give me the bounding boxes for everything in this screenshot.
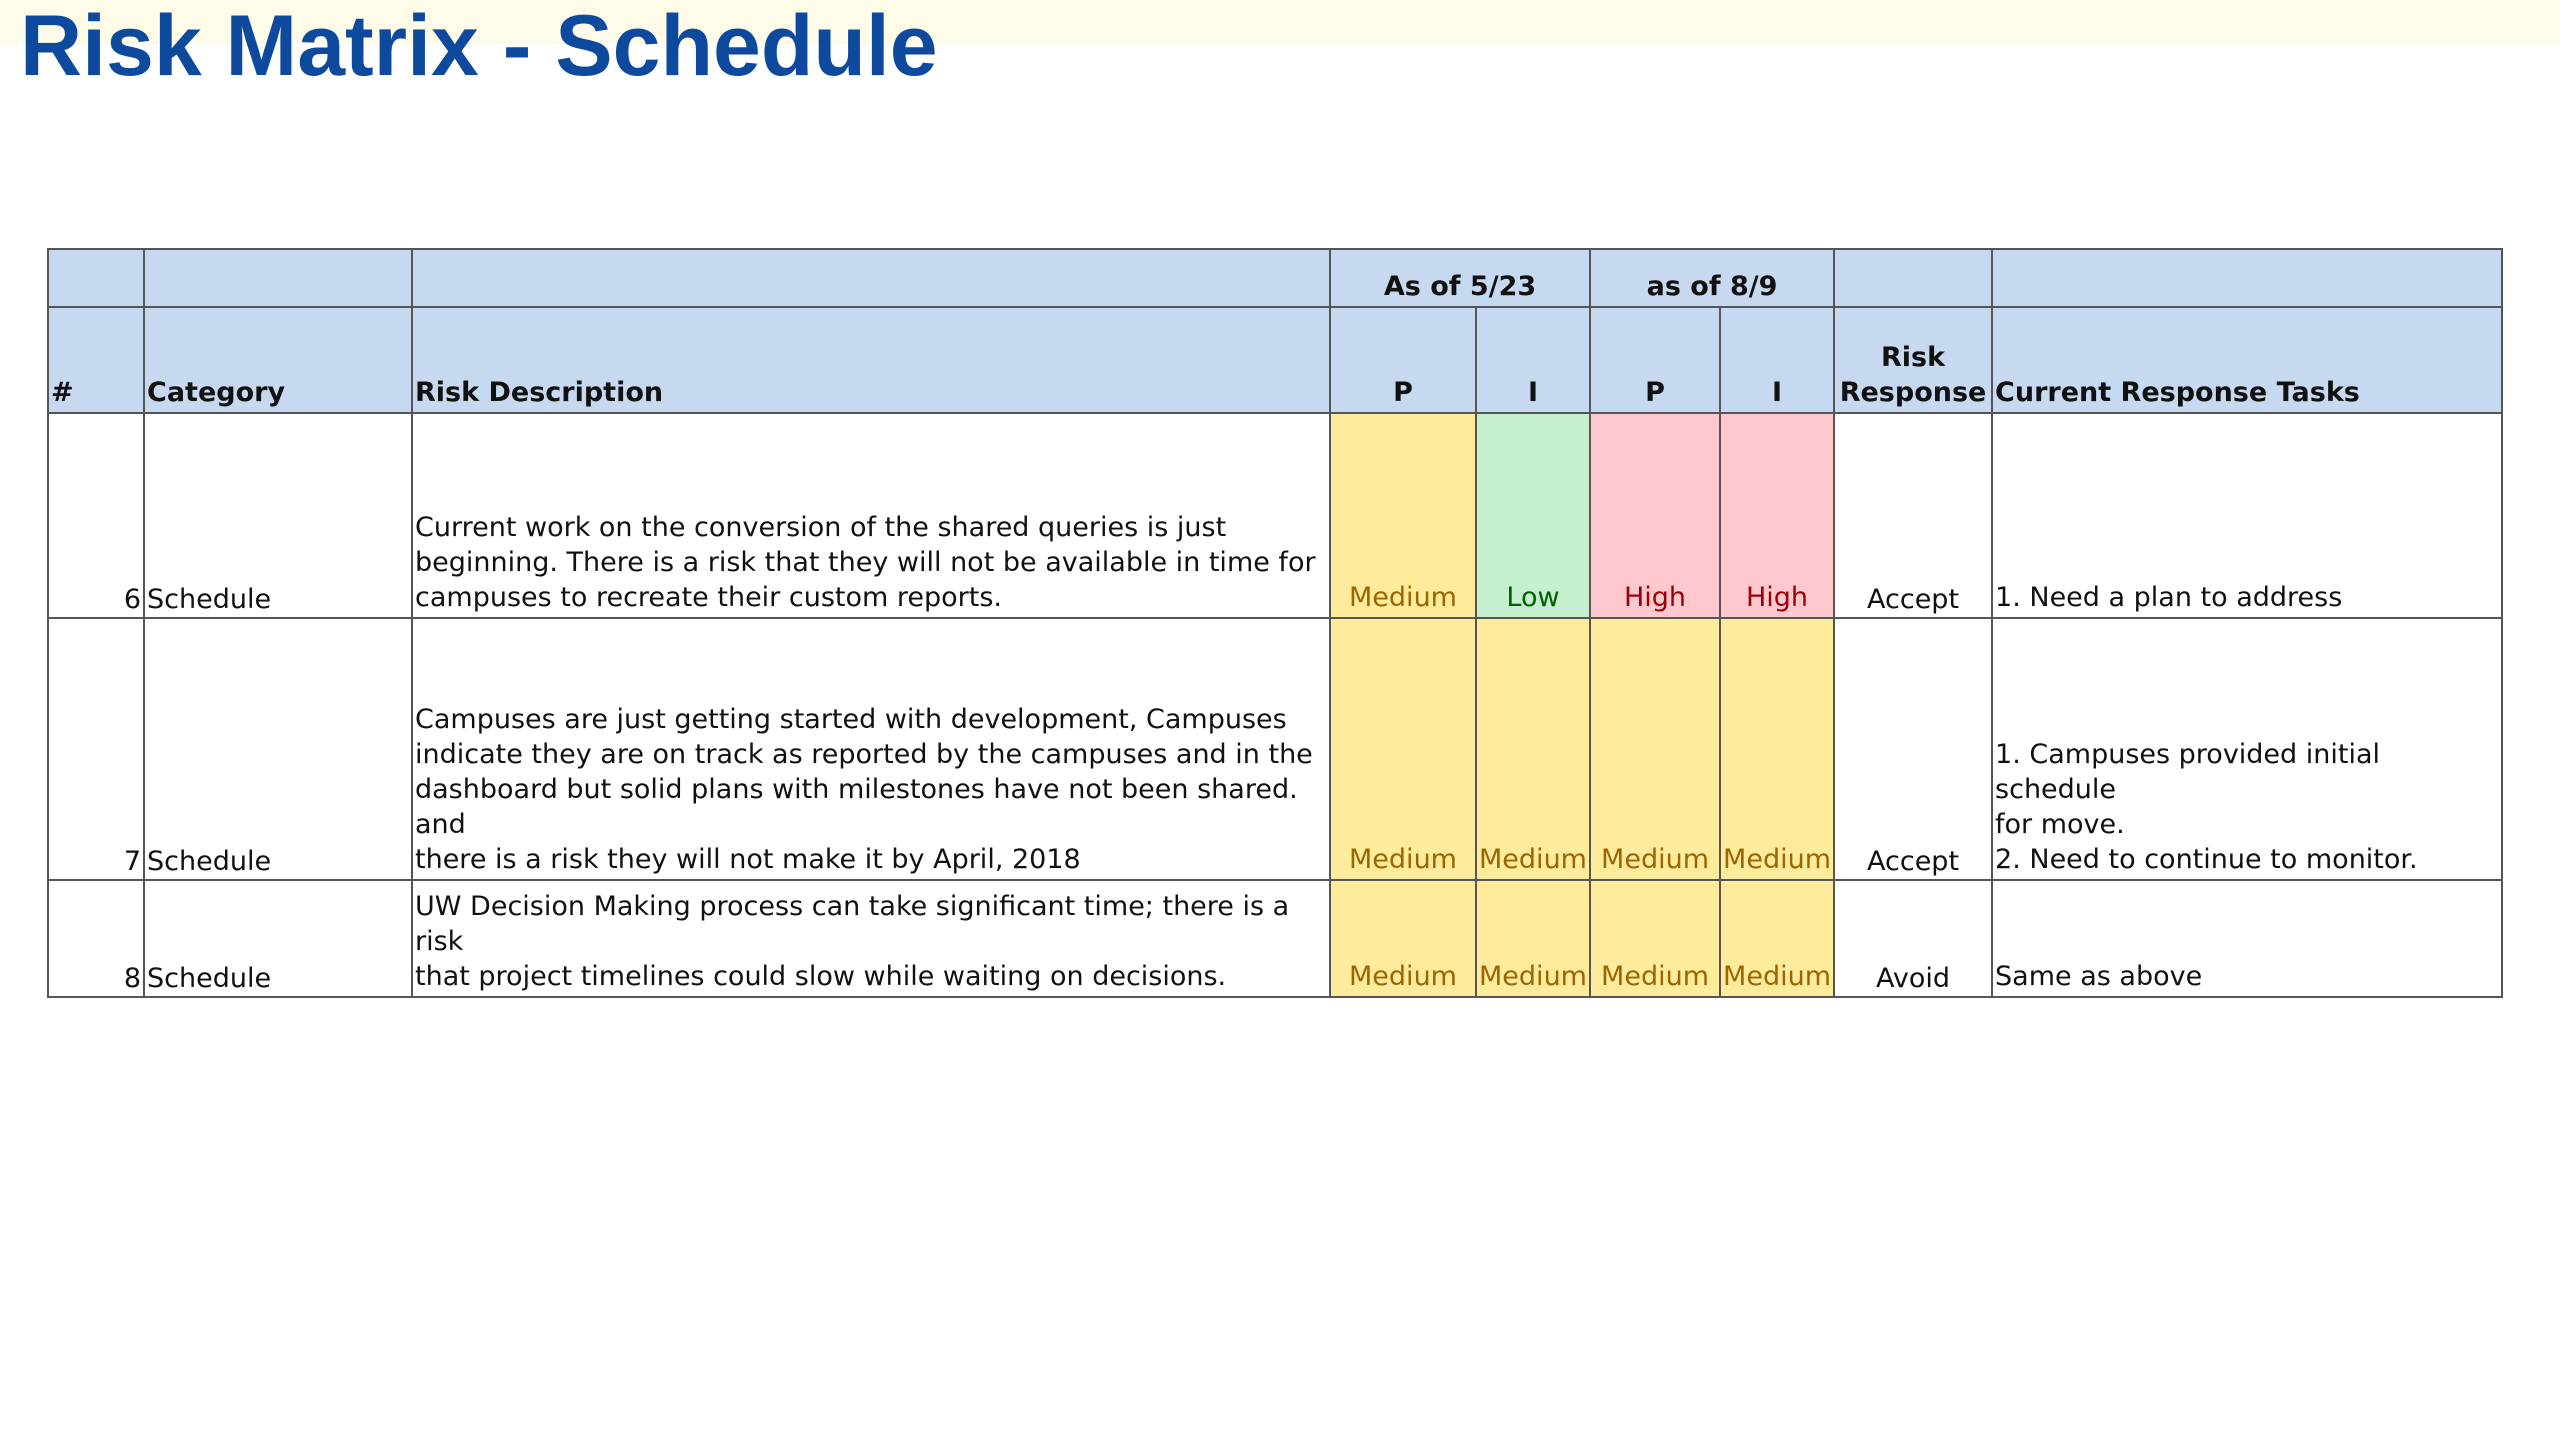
row-category: Schedule — [144, 413, 412, 618]
row-impact-2: Medium — [1720, 618, 1834, 880]
row-risk-response: Accept — [1834, 618, 1992, 880]
header-current-response-tasks: Current Response Tasks — [1992, 307, 2502, 413]
header-risk-response: Risk Response — [1834, 307, 1992, 413]
header-spacer — [1834, 249, 1992, 307]
header-probability-1: P — [1330, 307, 1476, 413]
header-spacer — [412, 249, 1330, 307]
row-number: 7 — [48, 618, 144, 880]
header-spacer — [144, 249, 412, 307]
row-response-tasks: 1. Need a plan to address — [1992, 413, 2502, 618]
row-probability-2: Medium — [1590, 618, 1720, 880]
slide-title: Risk Matrix - Schedule — [20, 0, 938, 94]
header-row-groups — [48, 249, 2502, 307]
header-impact-1: I — [1476, 307, 1590, 413]
row-impact-2: Medium — [1720, 880, 1834, 997]
row-category: Schedule — [144, 618, 412, 880]
row-probability-2: Medium — [1590, 880, 1720, 997]
table-row — [48, 880, 2502, 997]
row-response-tasks: Same as above — [1992, 880, 2502, 997]
header-as-of-8-9: as of 8/9 — [1590, 249, 1834, 307]
row-response-tasks: 1. Campuses provided initial schedule for move. 2. Need to continue to monitor. — [1992, 618, 2502, 880]
table-row — [48, 618, 2502, 880]
row-risk-description: UW Decision Making process can take significant time; there is a risk that project timelines could slow while waiting on decisions. — [412, 880, 1330, 997]
row-probability-1: Medium — [1330, 618, 1476, 880]
header-num: # — [48, 307, 144, 413]
row-impact-1: Medium — [1476, 618, 1590, 880]
row-impact-2: High — [1720, 413, 1834, 618]
row-number: 8 — [48, 880, 144, 997]
header-probability-2: P — [1590, 307, 1720, 413]
risk-matrix-table — [47, 248, 2503, 998]
row-risk-description: Current work on the conversion of the shared queries is just beginning. There is a risk that they will not be available in time for campuses to recreate their custom reports. — [412, 413, 1330, 618]
row-impact-1: Low — [1476, 413, 1590, 618]
row-probability-1: Medium — [1330, 880, 1476, 997]
header-row-columns — [48, 307, 2502, 413]
row-risk-response: Avoid — [1834, 880, 1992, 997]
header-category: Category — [144, 307, 412, 413]
header-risk-description: Risk Description — [412, 307, 1330, 413]
row-impact-1: Medium — [1476, 880, 1590, 997]
row-probability-1: Medium — [1330, 413, 1476, 618]
table-row — [48, 413, 2502, 618]
header-spacer — [1992, 249, 2502, 307]
row-number: 6 — [48, 413, 144, 618]
header-as-of-5-23: As of 5/23 — [1330, 249, 1590, 307]
row-category: Schedule — [144, 880, 412, 997]
header-spacer — [48, 249, 144, 307]
row-probability-2: High — [1590, 413, 1720, 618]
row-risk-response: Accept — [1834, 413, 1992, 618]
header-impact-2: I — [1720, 307, 1834, 413]
row-risk-description: Campuses are just getting started with development, Campuses indicate they are on track as reported by the campuses and in the dashboard but solid plans with milestones have not been shared. and there is a risk they will not make it by April, 2018 — [412, 618, 1330, 880]
